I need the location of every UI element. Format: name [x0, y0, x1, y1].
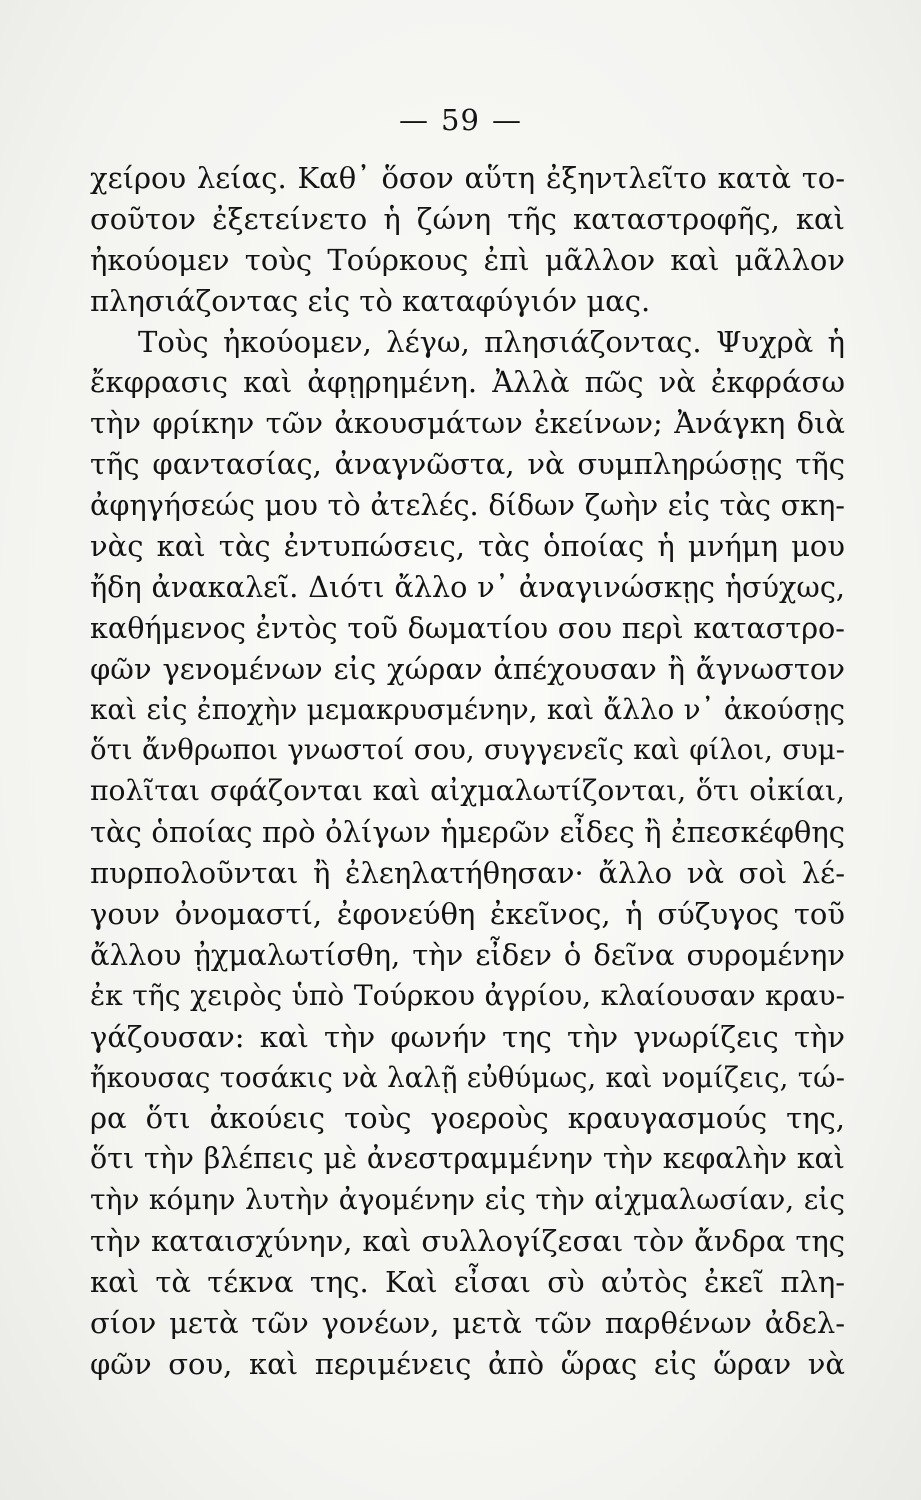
text-line: ὅτι ἄνθρωποι γνωστοί σου, συγγενεῖς καὶ φίλοι, συμ-: [90, 734, 845, 767]
text-line: χείρου λείας. Καθ᾿ ὅσον αὕτη ἐξηντλεῖτο κατὰ το-: [90, 161, 845, 195]
text-line: σίον μετὰ τῶν γονέων, μετὰ τῶν παρθένων ἀδελ-: [90, 1305, 845, 1340]
text-line: ἤδη ἀνακαλεῖ. Διότι ἄλλο ν᾿ ἀναγινώσκῃς ἡσύχως,: [90, 569, 845, 604]
text-line: τὰς ὁποίας πρὸ ὀλίγων ἡμερῶν εἶδες ἢ ἐπεσκέφθης: [90, 815, 845, 850]
text-line: ἄλλου ᾐχμαλωτίσθη, τὴν εἶδεν ὁ δεῖνα συρομένην: [90, 937, 845, 972]
page-number-dash-right: —: [491, 103, 522, 137]
body-text: [90, 158, 845, 1385]
text-line: τὴν κόμην λυτὴν ἀγομένην εἰς τὴν αἰχμαλωσίαν, εἰς: [90, 1183, 845, 1217]
page-number-header: [0, 100, 921, 140]
text-line: ἠκούομεν τοὺς Τούρκους ἐπὶ μᾶλλον καὶ μᾶλλον: [90, 242, 845, 277]
text-line: ρα ὅτι ἀκούεις τοὺς γοεροὺς κραυγασμούς της,: [90, 1101, 845, 1136]
text-line: καὶ τὰ τέκνα της. Καὶ εἶσαι σὺ αὐτὸς ἐκεῖ πλη-: [90, 1265, 845, 1300]
page-number: 59: [441, 103, 480, 137]
text-line: ὅτι τὴν βλέπεις μὲ ἀνεστραμμένην τὴν κεφαλὴν καὶ: [90, 1142, 845, 1176]
paragraph-start-line: Τοὺς ἠκούομεν, λέγω, πλησιάζοντας. Ψυχρὰ ἡ: [138, 324, 845, 359]
text-line: πυρπολοῦνται ἢ ἐλεηλατήθησαν· ἄλλο νὰ σοὶ λέ-: [90, 856, 845, 891]
text-line: καὶ εἰς ἐποχὴν μεμακρυσμένην, καὶ ἄλλο ν᾿ ἀκούσῃς: [90, 692, 845, 726]
text-line: τὴν καταισχύνην, καὶ συλλογίζεσαι τὸν ἄνδρα της: [90, 1224, 845, 1259]
text-line: γουν ὀνομαστί, ἐφονεύθη ἐκεῖνος, ἡ σύζυγος τοῦ: [90, 897, 845, 932]
text-line: καθήμενος ἐντὸς τοῦ δωματίου σου περὶ καταστρο-: [90, 610, 845, 645]
text-line: νὰς καὶ τὰς ἐντυπώσεις, τὰς ὁποίας ἡ μνήμη μου: [90, 529, 845, 564]
text-line: γάζουσαν: καὶ τὴν φωνήν της τὴν γνωρίζεις τὴν: [90, 1019, 845, 1054]
text-line: φῶν σου, καὶ περιμένεις ἀπὸ ὥρας εἰς ὥραν νὰ: [90, 1346, 845, 1381]
text-line: ἐκ τῆς χειρὸς ὑπὸ Τούρκου ἀγρίου, κλαίουσαν κραυ-: [90, 978, 845, 1012]
text-line: ἤκουσας τοσάκις νὰ λαλῇ εὐθύμως, καὶ νομίζεις, τώ-: [90, 1060, 845, 1094]
text-line: πλησιάζοντας εἰς τὸ καταφύγιόν μας.: [90, 283, 651, 318]
text-line: ἀφηγήσεώς μου τὸ ἀτελές. δίδων ζωὴν εἰς τὰς σκη-: [90, 488, 845, 523]
text-line: φῶν γενομένων εἰς χώραν ἀπέχουσαν ἢ ἄγνωστον: [90, 651, 845, 686]
text-line: σοῦτον ἐξετείνετο ἡ ζώνη τῆς καταστροφῆς, καὶ: [90, 201, 845, 236]
text-line: τὴν φρίκην τῶν ἀκουσμάτων ἐκείνων; Ἀνάγκη διὰ: [90, 406, 845, 441]
text-line: πολῖται σφάζονται καὶ αἰχμαλωτίζονται, ὅτι οἰκίαι,: [90, 774, 845, 808]
page-number-dash-left: —: [399, 103, 430, 137]
text-line: τῆς φαντασίας, ἀναγνῶστα, νὰ συμπληρώσῃς τῆς: [90, 447, 845, 482]
text-line: ἔκφρασις καὶ ἀφῃρημένη. Ἀλλὰ πῶς νὰ ἐκφράσω: [90, 365, 845, 400]
